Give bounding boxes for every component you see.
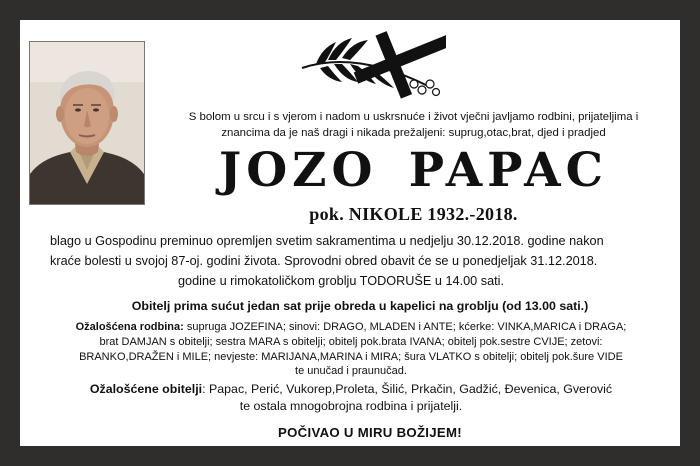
details-line: blago u Gospodinu preminuo opremljen svetim sakramentima u nedjelju 30.12.2018. godine nakon	[50, 234, 604, 248]
condolence-notice: Obitelj prima sućut jedan sat prije obreda u kapelici na groblju (od 13.00 sati.)	[131, 299, 589, 313]
relatives-line: BRANKO,DRAŽEN i MILE; nevjeste: MARIJANA,MARINA i MIRA; šura VLATKO s obitelji; obitelj pok.šure VIDE	[79, 350, 623, 363]
relatives-line: te unučad i praunučad.	[295, 365, 407, 378]
families-line: te ostala mnogobrojna rodbina i prijatelji.	[239, 399, 463, 413]
families-text: : Papac, Perić, Vukorep,Proleta, Šilić, Prkačin, Gadžić, Đevenica, Gverović	[202, 382, 613, 396]
details-line: godine u rimokatoličkom groblju TODORUŠE u 14.00 sati.	[177, 274, 505, 288]
families-line	[42, 381, 660, 398]
deceased-name: JOZO PAPAC	[219, 143, 608, 198]
details-line: kraće bolesti u svojoj 87-oj. godini života. Sprovodni obred obavit će se u ponedjeljak 31.12.2018.	[50, 254, 598, 268]
relatives-line: brat DAMJAN s obitelji; sestra MARA s obitelji; obitelj pok.brata IVANA; obitelj pok.sestre CVIJE; zetovi:	[99, 335, 603, 348]
announcement-intro	[156, 109, 671, 141]
relatives-text: supruga JOZEFINA; sinovi: DRAGO, MLADEN i ANTE; kćerke: VINKA,MARICA i DRAGA;	[183, 321, 627, 333]
mourning-relatives-list	[42, 320, 660, 379]
mourning-families-list	[42, 381, 660, 415]
obituary-card	[20, 20, 680, 446]
father-and-lifespan: pok. NIKOLE 1932.-2018.	[309, 204, 518, 224]
deceased-portrait-photo	[29, 41, 145, 205]
closing-blessing: POČIVAO U MIRU BOŽIJEM!	[278, 425, 462, 440]
intro-line: znancima da je naš dragi i nikada prežaljeni: suprug,otac,brat, djed i pradjed	[221, 127, 606, 139]
families-label: Ožalošćene obitelji	[89, 382, 203, 396]
intro-line: S bolom u srcu i s vjerom i nadom u uskrsnuće i život vječni javljamo rodbini, prijateljima i	[188, 111, 639, 123]
cross-with-palm-branch-icon	[296, 28, 446, 100]
death-and-funeral-details	[50, 231, 672, 291]
relatives-line	[42, 320, 660, 335]
relatives-label: Ožalošćena rodbina:	[75, 321, 184, 333]
